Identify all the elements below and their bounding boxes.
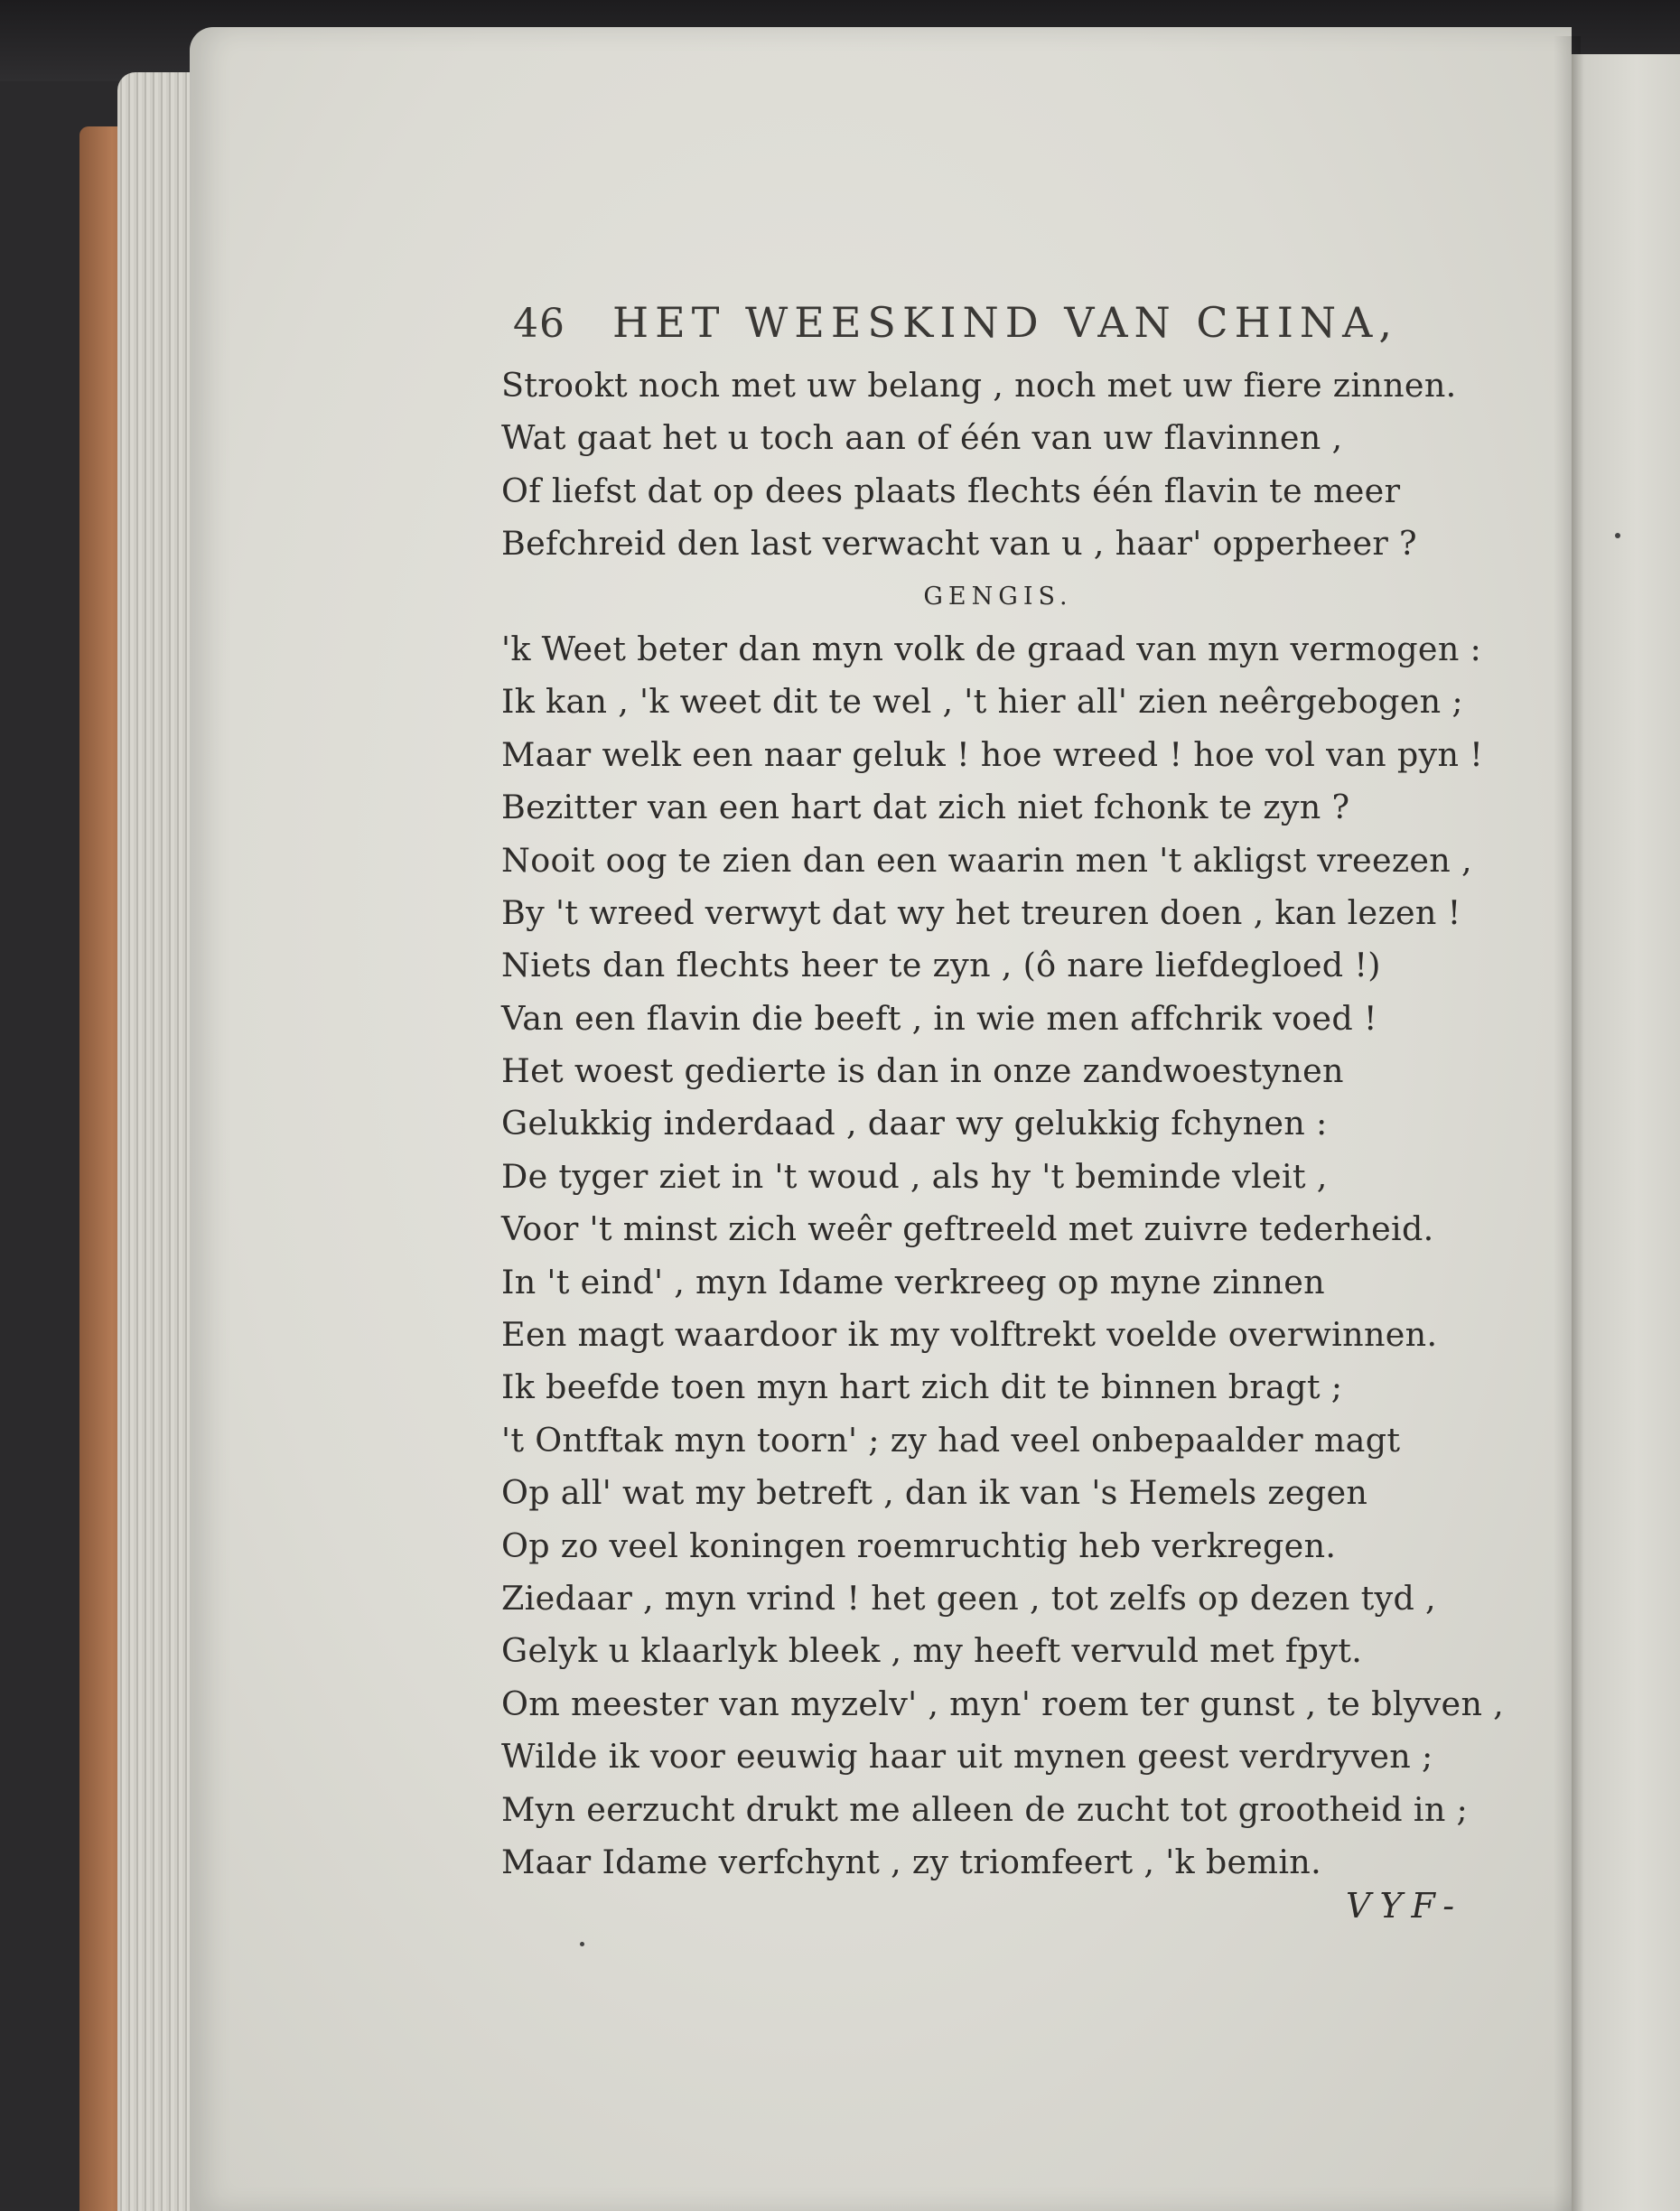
verse-line: Befchreid den last verwacht van u , haar' opperheer ?: [501, 524, 1417, 564]
verse-line: Myn eerzucht drukt me alleen de zucht tot grootheid in ;: [501, 1789, 1469, 1829]
verse-line: Ziedaar , myn vrind ! het geen , tot zelfs op dezen tyd ,: [501, 1578, 1436, 1618]
verse-line: 't Ontftak myn toorn' ; zy had veel onbepaalder magt: [501, 1420, 1401, 1460]
verse-line: Gelyk u klaarlyk bleek , my heeft vervuld met fpyt.: [501, 1631, 1363, 1671]
page-number: 46: [513, 301, 565, 347]
verse-line: By 't wreed verwyt dat wy het treuren doen , kan lezen !: [501, 892, 1461, 932]
page-header: [513, 298, 1434, 352]
verse-line: Ik kan , 'k weet dit te wel , 't hier all' zien neêrgebogen ;: [501, 682, 1463, 722]
verse-line: Om meester van myzelv' , myn' roem ter gunst , te blyven ,: [501, 1684, 1505, 1723]
verse-line: Voor 't minst zich weêr geftreeld met zuivre tederheid.: [501, 1209, 1434, 1249]
verse-line: 'k Weet beter dan myn volk de graad van myn vermogen :: [501, 629, 1482, 668]
verse-line: Gelukkig inderdaad , daar wy gelukkig fchynen :: [501, 1104, 1328, 1143]
running-title: HET WEESKIND VAN CHINA,: [612, 298, 1399, 347]
verse-line: Bezitter van een hart dat zich niet fchonk te zyn ?: [501, 788, 1350, 827]
ink-speck: [1615, 533, 1620, 538]
verse-line: Ik beefde toen myn hart zich dit te binnen bragt ;: [501, 1367, 1343, 1407]
verse-line: Strookt noch met uw belang , noch met uw fiere zinnen.: [501, 366, 1457, 405]
verse-line: In 't eind' , myn Idame verkreeg op myne zinnen: [501, 1262, 1325, 1301]
catchword: VYF-: [1346, 1886, 1464, 1926]
verse-line: Of liefst dat op dees plaats flechts één flavin te meer: [501, 471, 1401, 510]
verse-line: Wat gaat het u toch aan of één van uw flavinnen ,: [501, 418, 1343, 458]
speaker-name: GENGIS.: [923, 582, 1073, 611]
verse-line: Een magt waardoor ik my volftrekt voelde overwinnen.: [501, 1315, 1438, 1355]
ink-speck: [580, 1942, 584, 1946]
verse-line: Het woest gedierte is dan in onze zandwoestynen: [501, 1051, 1344, 1091]
verse-line: Maar Idame verfchynt , zy triomfeert , 'k bemin.: [501, 1842, 1322, 1881]
facing-page-edge: [1572, 54, 1680, 2211]
verse-line: De tyger ziet in 't woud , als hy 't beminde vleit ,: [501, 1156, 1328, 1196]
verse-line: Wilde ik voor eeuwig haar uit mynen geest verdryven ;: [501, 1737, 1433, 1777]
verse-line: Maar welk een naar geluk ! hoe wreed ! hoe vol van pyn !: [501, 734, 1484, 774]
verse-line: Van een flavin die beeft , in wie men affchrik voed !: [501, 998, 1377, 1038]
verse-line: Niets dan flechts heer te zyn , (ô nare liefdegloed !): [501, 946, 1381, 985]
verse-line: Nooit oog te zien dan een waarin men 't akligst vreezen ,: [501, 840, 1472, 880]
verse-line: Op all' wat my betreft , dan ik van 's Hemels zegen: [501, 1473, 1368, 1513]
verse-line: Op zo veel koningen roemruchtig heb verkregen.: [501, 1525, 1337, 1565]
verse-text: [501, 359, 1505, 1889]
